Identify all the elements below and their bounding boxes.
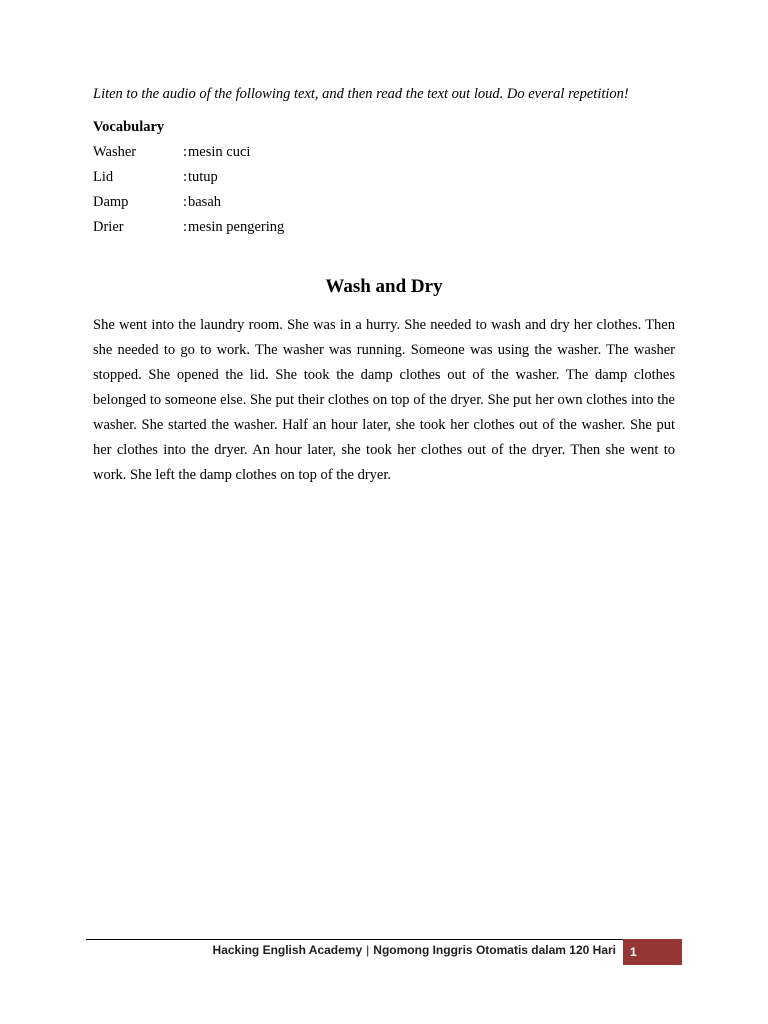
vocabulary-term: Lid xyxy=(93,169,114,185)
vocabulary-item xyxy=(93,218,284,243)
vocabulary-meaning: basah xyxy=(188,194,222,210)
footer-divider xyxy=(86,939,623,940)
vocabulary-item xyxy=(93,143,284,168)
story-title: Wash and Dry xyxy=(325,276,443,297)
vocabulary-meaning: tutup xyxy=(188,169,218,185)
vocabulary-separator: : xyxy=(183,219,188,235)
instruction-text: Liten to the audio of the following text, and then read the text out loud. Do everal repetition! xyxy=(93,86,629,102)
vocabulary-term: Drier xyxy=(93,219,124,235)
vocabulary-term: Washer xyxy=(93,144,137,160)
vocabulary-separator: : xyxy=(183,144,188,160)
vocabulary-heading: Vocabulary xyxy=(93,119,165,135)
footer-caption xyxy=(86,943,616,957)
story-body: She went into the laundry room. She was in a hurry. She needed to wash and dry her clothes. Then she needed to go to work. The washer was running. Someone was using the washer. The washer stopped. She opened the lid. She took the damp clothes out of the washer. The damp clothes belonged to someone else. She put their clothes on top of the dryer. She put her own clothes into the washer. She started the washer. Half an hour later, she took her clothes out of the washer. She put her clothes into the dryer. An hour later, she took her clothes out of the dryer. Then she went to work. She left the damp clothes on top of the dryer. xyxy=(93,317,675,483)
footer-academy: Hacking English Academy xyxy=(212,943,363,957)
vocabulary-separator: : xyxy=(183,169,188,185)
vocabulary-list xyxy=(93,143,284,243)
page-number-badge xyxy=(623,939,682,965)
page-number: 1 xyxy=(630,945,637,959)
footer-separator: | xyxy=(366,943,370,957)
vocabulary-meaning: mesin pengering xyxy=(188,219,285,235)
vocabulary-item xyxy=(93,168,284,193)
footer-course: Ngomong Inggris Otomatis dalam 120 Hari xyxy=(373,943,616,957)
vocabulary-meaning: mesin cuci xyxy=(188,144,251,160)
vocabulary-item xyxy=(93,193,284,218)
vocabulary-term: Damp xyxy=(93,194,129,210)
vocabulary-separator: : xyxy=(183,194,188,210)
